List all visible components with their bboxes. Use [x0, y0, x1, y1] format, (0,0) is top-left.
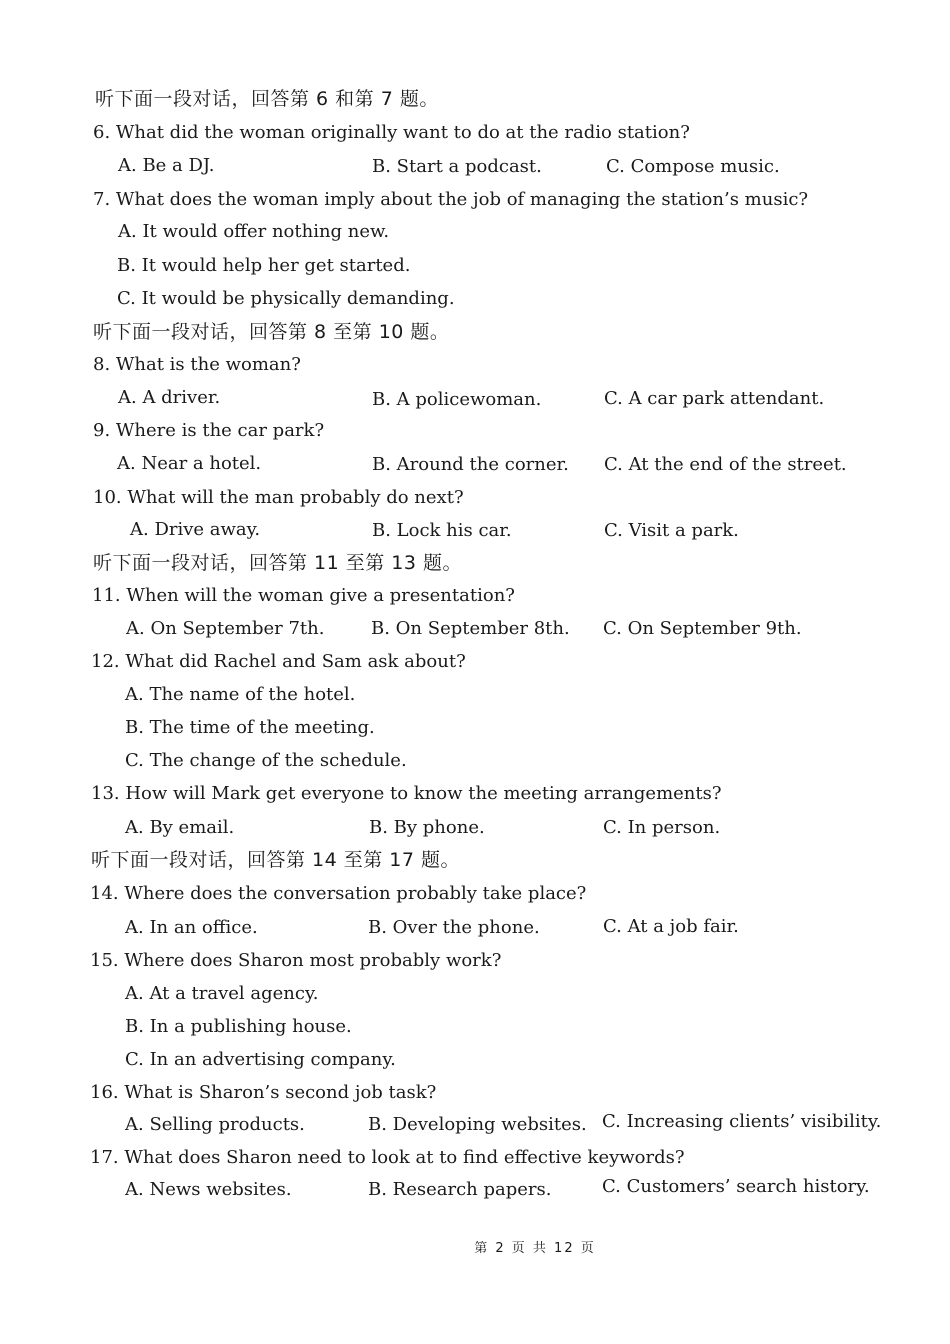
question-stem: 7. What does the woman imply about the job of managing the station’s music? [93, 189, 809, 210]
option-c: C. Increasing clients’ visibility. [602, 1111, 882, 1132]
option-b: B. In a publishing house. [125, 1016, 352, 1037]
option-a: A. At a travel agency. [125, 983, 319, 1004]
question-stem: 15. Where does Sharon most probably work? [90, 950, 502, 971]
option-b: B. Start a podcast. [372, 156, 542, 177]
question-stem: 17. What does Sharon need to look at to find effective keywords? [90, 1147, 685, 1168]
section-heading: 听下面一段对话，回答第 8 至第 10 题。 [93, 321, 450, 343]
option-c: C. At the end of the street. [604, 454, 847, 475]
option-a: A. Near a hotel. [117, 453, 262, 474]
question-stem: 12. What did Rachel and Sam ask about? [91, 651, 466, 672]
option-b: B. It would help her get started. [117, 255, 411, 276]
option-b: B. Around the corner. [372, 454, 569, 475]
page-footer: 第 2 页 共 12 页 [474, 1241, 596, 1256]
option-c: C. A car park attendant. [604, 388, 825, 409]
section-heading: 听下面一段对话，回答第 6 和第 7 题。 [95, 88, 439, 110]
option-a: A. By email. [125, 817, 235, 838]
option-b: B. A policewoman. [372, 389, 542, 410]
option-c: C. It would be physically demanding. [117, 288, 455, 309]
option-a: A. In an office. [125, 917, 258, 938]
option-a: A. News websites. [125, 1179, 292, 1200]
option-a: A. Drive away. [130, 519, 261, 540]
question-stem: 10. What will the man probably do next? [93, 487, 464, 508]
section-heading: 听下面一段对话，回答第 14 至第 17 题。 [91, 849, 461, 871]
option-b: B. Developing websites. [368, 1114, 587, 1135]
option-b: B. Over the phone. [368, 917, 540, 938]
option-a: A. On September 7th. [126, 618, 325, 639]
question-stem: 8. What is the woman? [93, 354, 301, 375]
option-a: A. The name of the hotel. [125, 684, 356, 705]
question-stem: 16. What is Sharon’s second job task? [90, 1082, 437, 1103]
option-b: B. Lock his car. [372, 520, 512, 541]
option-c: C. Visit a park. [604, 520, 739, 541]
option-c: C. In an advertising company. [125, 1049, 396, 1070]
option-a: A. A driver. [118, 387, 221, 408]
question-stem: 13. How will Mark get everyone to know the meeting arrangements? [91, 783, 722, 804]
option-c: C. Customers’ search history. [602, 1176, 870, 1197]
option-c: C. Compose music. [606, 156, 780, 177]
option-a: A. Be a DJ. [118, 155, 215, 176]
option-b: B. On September 8th. [371, 618, 570, 639]
question-stem: 14. Where does the conversation probably take place? [90, 883, 587, 904]
option-c: C. At a job fair. [603, 916, 739, 937]
option-b: B. By phone. [369, 817, 485, 838]
option-a: A. Selling products. [125, 1114, 305, 1135]
question-stem: 11. When will the woman give a presentation? [92, 585, 515, 606]
option-c: C. The change of the schedule. [125, 750, 407, 771]
question-stem: 9. Where is the car park? [93, 420, 325, 441]
section-heading: 听下面一段对话，回答第 11 至第 13 题。 [93, 552, 463, 574]
option-c: C. In person. [603, 817, 721, 838]
question-stem: 6. What did the woman originally want to do at the radio station? [93, 122, 690, 143]
option-c: C. On September 9th. [603, 618, 802, 639]
option-a: A. It would offer nothing new. [118, 221, 390, 242]
option-b: B. The time of the meeting. [125, 717, 375, 738]
option-b: B. Research papers. [368, 1179, 552, 1200]
